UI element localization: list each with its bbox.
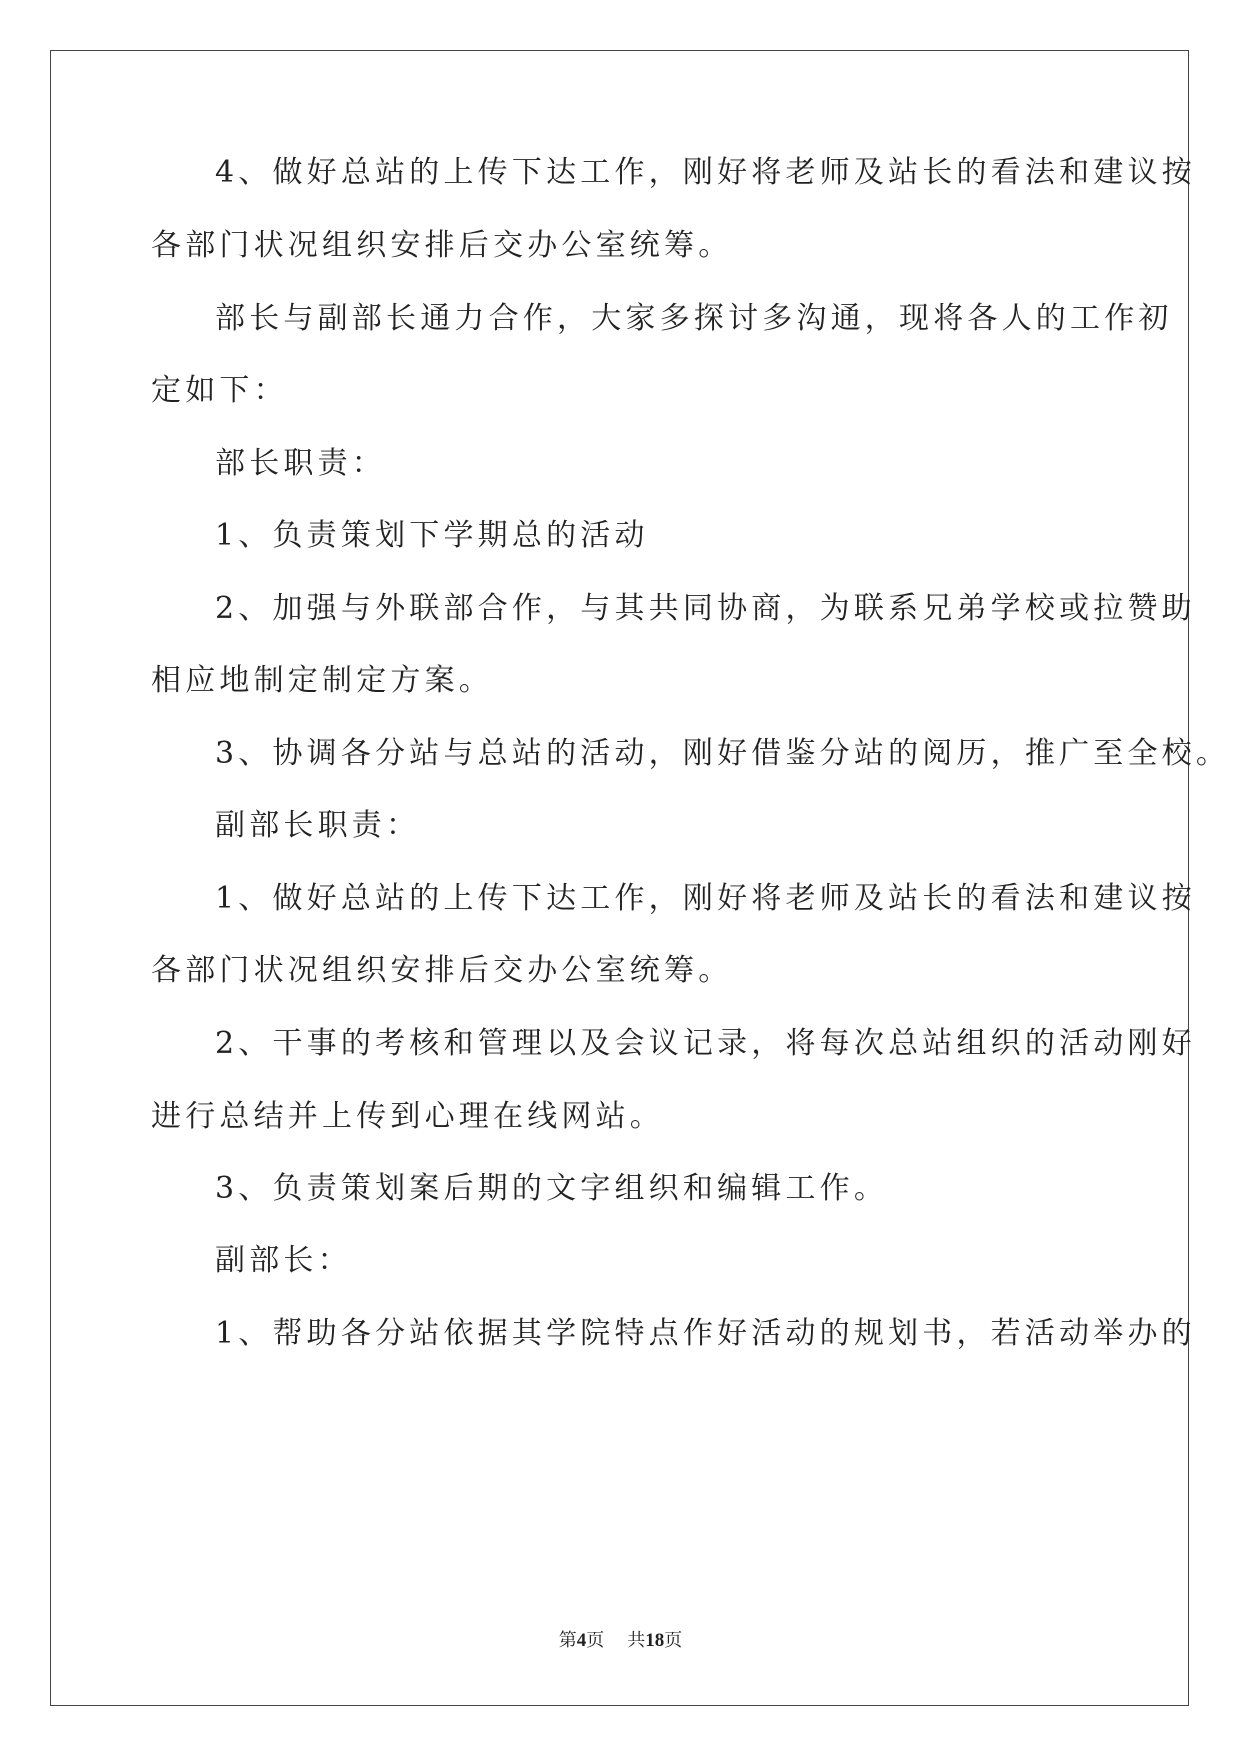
paragraph-line: 定如下： [151,373,288,408]
section-heading: 副部长： [215,1243,352,1278]
footer-total-prefix: 共 [627,1630,646,1651]
paragraph-line: 4、做好总站的上传下达工作，刚好将老师及站长的看法和建议按 [215,155,1196,190]
paragraph-line: 3、协调各分站与总站的活动，刚好借鉴分站的阅历，推广至全校。 [215,736,1231,771]
paragraph-line: 1、帮助各分站依据其学院特点作好活动的规划书，若活动举办的 [215,1316,1196,1351]
paragraph-line: 1、做好总站的上传下达工作，刚好将老师及站长的看法和建议按 [215,881,1196,916]
paragraph-line: 2、干事的考核和管理以及会议记录，将每次总站组织的活动刚好 [215,1026,1196,1061]
paragraph-line: 部长与副部长通力合作，大家多探讨多沟通，现将各人的工作初 [215,301,1173,336]
page-footer [0,1626,1241,1652]
total-pages-number: 18 [645,1630,665,1651]
footer-page-unit: 页 [586,1630,605,1651]
section-heading: 部长职责： [215,446,386,481]
section-heading: 副部长职责： [215,808,421,843]
paragraph-line: 进行总结并上传到心理在线网站。 [151,1099,664,1134]
paragraph-line: 相应地制定制定方案。 [151,663,493,698]
footer-total-unit: 页 [664,1630,683,1651]
paragraph-line: 3、负责策划案后期的文字组织和编辑工作。 [215,1171,889,1206]
footer-prefix: 第 [558,1630,577,1651]
paragraph-line: 各部门状况组织安排后交办公室统筹。 [151,953,733,988]
current-page-number: 4 [576,1630,587,1651]
paragraph-line: 各部门状况组织安排后交办公室统筹。 [151,228,733,263]
paragraph-line: 2、加强与外联部合作，与其共同协商，为联系兄弟学校或拉赞助 [215,591,1196,626]
paragraph-line: 1、负责策划下学期总的活动 [215,518,649,553]
